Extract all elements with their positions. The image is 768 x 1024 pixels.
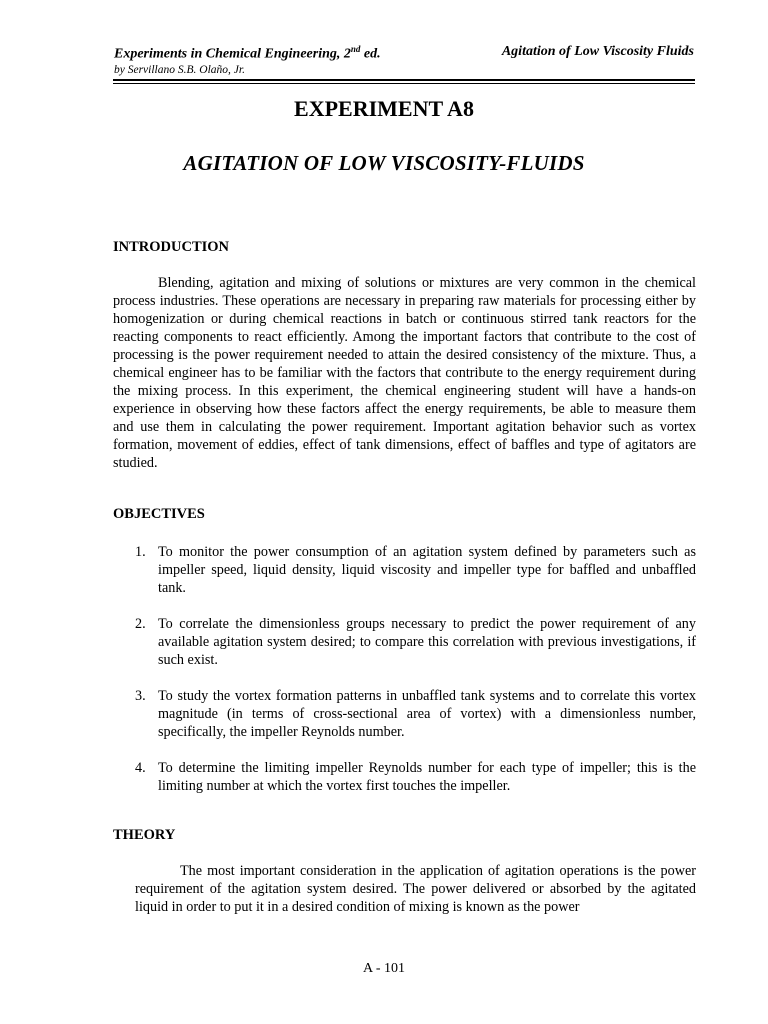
running-header-author: by Servillano S.B. Olaño, Jr. (114, 64, 245, 76)
introduction-heading: INTRODUCTION (113, 239, 230, 255)
running-header-chapter: Agitation of Low Viscosity Fluids (501, 44, 694, 59)
theory-paragraph: The most important consideration in the application of agitation operations is the power requirement of the agitation system desired. The power delivered or absorbed by the agitated liquid in order to put it in a desired condition of mixing is known as the power (135, 863, 696, 915)
objective-text: To study the vortex formation patterns in unbaffled tank systems and to correlate this vortex magnitude (in terms of cross-sectional area of vortex) with a dimensionless number, specifically, the impeller Reynolds number. (158, 688, 696, 740)
experiment-title: AGITATION OF LOW VISCOSITY-FLUIDS (183, 151, 585, 175)
objective-number: 1. (135, 544, 146, 560)
theory-heading: THEORY (113, 827, 176, 843)
experiment-number: EXPERIMENT A8 (294, 96, 474, 121)
objective-number: 3. (135, 688, 146, 704)
edition-superscript: nd (350, 44, 361, 54)
running-header-book-title (114, 44, 381, 63)
objective-number: 2. (135, 616, 146, 632)
objectives-list (113, 543, 696, 813)
introduction-paragraph: Blending, agitation and mixing of solutions or mixtures are very common in the chemical process industries. These operations are necessary in preparing raw materials for processing either by homogenization or during chemical reactions in batch or continuous stirred tank reactors for the reacting components to react efficiently. Among the important factors that contribute to the cost of processing is the power requirement needed to attain the desired consistency of the mixture. Thus, a chemical engineer has to be familiar with the factors that contribute to the energy requirement during the mixing process. In this experiment, the chemical engineering student will have a hands-on experience in observing how these factors affect the energy requirements, be able to measure them and use them in calculating the power requirement. Important agitation behavior such as vortex formation, movement of eddies, effect of tank dimensions, effect of baffles and type of agitators are studied. (113, 275, 696, 471)
objectives-heading: OBJECTIVES (113, 506, 205, 522)
objective-item (113, 543, 696, 597)
objective-text: To correlate the dimensionless groups necessary to predict the power requirement of any available agitation system desired; to compare this correlation with previous investigations, if such exist. (158, 616, 696, 668)
book-title: Experiments in Chemical Engineering, 2 (114, 46, 351, 62)
objective-item (113, 759, 696, 795)
objective-text: To monitor the power consumption of an agitation system defined by parameters such as impeller speed, liquid density, liquid viscosity and impeller type for baffled and unbaffled tank. (158, 544, 696, 596)
objective-item (113, 615, 696, 669)
page-number: A - 101 (363, 961, 405, 976)
edition-tail: ed. (360, 46, 381, 62)
objective-item (113, 687, 696, 741)
objective-number: 4. (135, 760, 146, 776)
objective-text: To determine the limiting impeller Reynolds number for each type of impeller; this is the limiting number at which the vortex first touches the impeller. (158, 760, 696, 794)
header-rule-thin (113, 83, 695, 84)
header-rule-thick (113, 79, 695, 81)
